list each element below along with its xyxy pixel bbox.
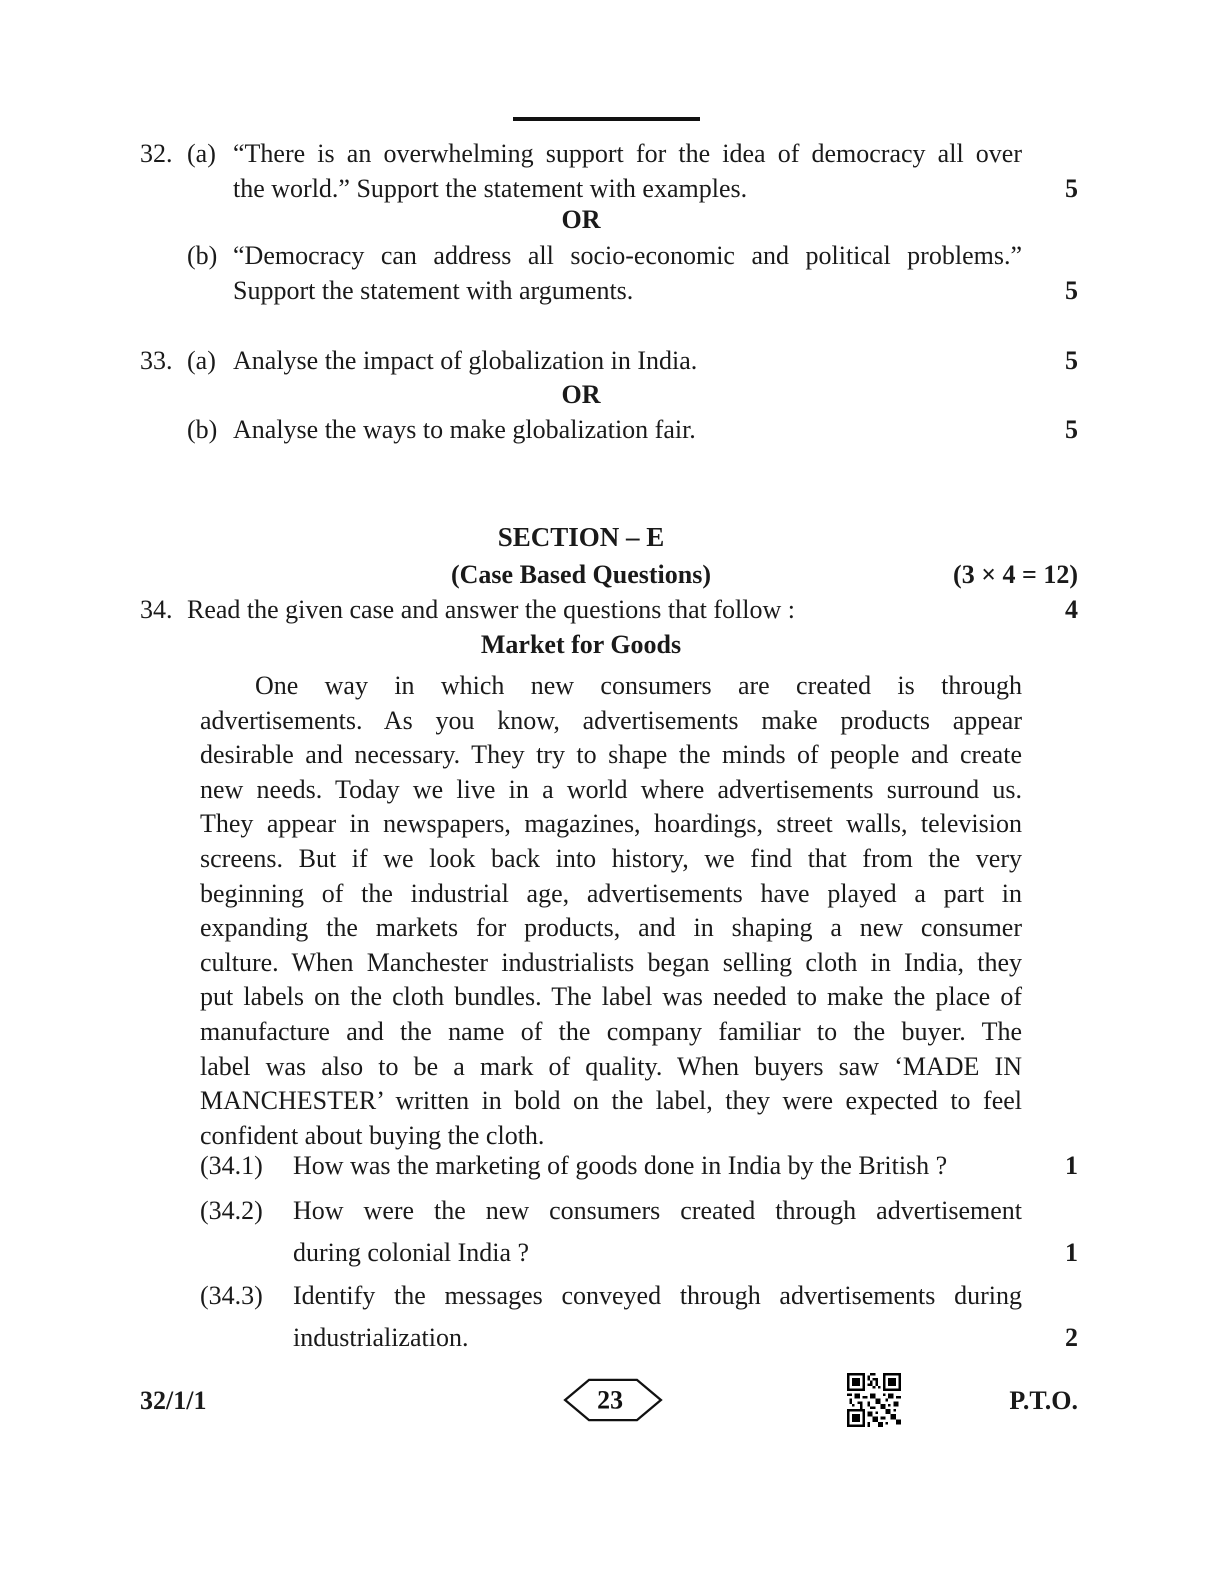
question-text <box>233 238 1022 308</box>
paper-code: 32/1/1 <box>140 1386 207 1415</box>
question-part-label: (a) <box>187 346 216 375</box>
paragraph-line: new needs. Today we live in a world where advertisements surround us. <box>200 774 1022 804</box>
question-line: the world.” Support the statement with examples. <box>233 174 748 203</box>
marks-value: 5 <box>1065 174 1078 203</box>
marks-value: 5 <box>1065 276 1078 305</box>
paragraph-line: beginning of the industrial age, advertisements have played a part in <box>200 878 1022 908</box>
pto-label: P.T.O. <box>1009 1386 1078 1415</box>
paragraph-line: MANCHESTER’ written in bold on the label, they were expected to feel <box>200 1086 1022 1116</box>
paragraph-line: They appear in newspapers, magazines, hoardings, street walls, television <box>200 809 1022 839</box>
section-subtitle-row <box>140 557 1078 593</box>
paragraph-line: put labels on the cloth bundles. The label was needed to make the place of <box>200 982 1022 1012</box>
question-text: Analyse the ways to make globalization fair. <box>233 415 696 444</box>
question-text: Read the given case and answer the questions that follow : <box>187 595 795 624</box>
paragraph-line: manufacture and the name of the company familiar to the buyer. The <box>200 1016 1022 1046</box>
paragraph-line: culture. When Manchester industrialists began selling cloth in India, they <box>200 947 1022 977</box>
sub-question-text <box>293 1275 1022 1359</box>
section-marks-scheme: (3 × 4 = 12) <box>953 560 1078 589</box>
sub-question-line: How were the new consumers created through advertisement <box>293 1196 1022 1225</box>
marks-value: 5 <box>1065 346 1078 375</box>
hexagon-page-badge <box>562 1377 664 1423</box>
question-line: Support the statement with arguments. <box>233 276 634 305</box>
question-number: 34. <box>140 595 173 624</box>
separator-rule <box>513 117 700 121</box>
paragraph-line: confident about buying the cloth. <box>200 1120 545 1150</box>
case-title: Market for Goods <box>480 630 682 659</box>
paragraph-line: label was also to be a mark of quality. When buyers saw ‘MADE IN <box>200 1051 1022 1081</box>
case-paragraph <box>200 669 1022 1153</box>
paragraph-line: One way in which new consumers are created is through <box>255 671 1022 700</box>
or-divider: OR <box>561 380 601 409</box>
page-number: 23 <box>597 1385 624 1415</box>
sub-question-line: industrialization. <box>293 1323 469 1352</box>
question-text <box>233 136 1022 206</box>
question-number <box>140 238 187 308</box>
question-line: “Democracy can address all socio-economic and political problems.” <box>233 241 1022 270</box>
marks-value: 1 <box>1065 1151 1078 1180</box>
marks-value: 5 <box>1065 415 1078 444</box>
sub-question-text <box>293 1190 1022 1274</box>
sub-question-label: (34.2) <box>200 1196 263 1225</box>
question-line: “There is an overwhelming support for the idea of democracy all over <box>233 139 1022 168</box>
question-part-label: (b) <box>187 241 218 270</box>
section-title: SECTION – E <box>497 522 665 552</box>
or-divider: OR <box>561 205 601 234</box>
question-32a <box>140 136 1078 206</box>
paragraph-line: expanding the markets for products, and in shaping a new consumer <box>200 913 1022 943</box>
question-33a <box>140 343 1078 378</box>
question-part-label: (a) <box>187 139 216 168</box>
marks-value: 2 <box>1065 1323 1078 1352</box>
qr-code-icon <box>847 1373 901 1427</box>
section-subtitle: (Case Based Questions) <box>450 560 711 589</box>
question-number: 32. <box>140 139 173 168</box>
sub-question-label: (34.1) <box>200 1151 263 1180</box>
question-number: 33. <box>140 346 173 375</box>
paragraph-line: advertisements. As you know, advertisements make products appear <box>200 705 1022 735</box>
marks-value: 1 <box>1065 1238 1078 1267</box>
sub-question-label: (34.3) <box>200 1281 263 1310</box>
question-33b <box>140 412 1078 447</box>
sub-question-34-3 <box>200 1275 1078 1359</box>
sub-question-line: Identify the messages conveyed through advertisements during <box>293 1281 1022 1310</box>
sub-question-line: during colonial India ? <box>293 1238 530 1267</box>
question-part-label: (b) <box>187 415 218 444</box>
question-number <box>140 412 187 447</box>
question-34-intro <box>140 592 1078 627</box>
sub-question-34-1 <box>200 1148 1078 1183</box>
paragraph-line: screens. But if we look back into history, we find that from the very <box>200 843 1022 873</box>
marks-value: 4 <box>1065 595 1078 624</box>
question-text: Analyse the impact of globalization in India. <box>233 346 698 375</box>
paragraph-line: desirable and necessary. They try to shape the minds of people and create <box>200 740 1022 770</box>
sub-question-text: How was the marketing of goods done in India by the British ? <box>293 1151 948 1180</box>
sub-question-34-2 <box>200 1190 1078 1274</box>
question-32b <box>140 238 1078 308</box>
